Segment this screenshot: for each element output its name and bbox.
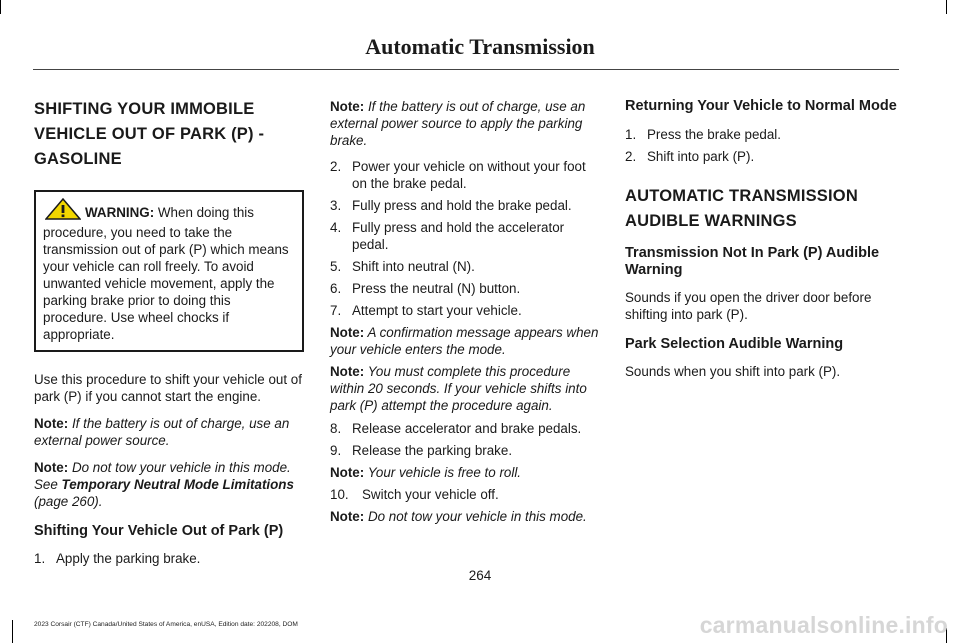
note-paragraph: Note: If the battery is out of charge, use an external power source. — [34, 416, 290, 448]
subheading: Shifting Your Vehicle Out of Park (P) — [34, 523, 284, 539]
note-paragraph: Note: If the battery is out of charge, use an external power source to apply the parking brake. — [330, 99, 586, 148]
list-item: 2. Shift into park (P). — [625, 149, 755, 164]
edition-footer: 2023 Corsair (CTF) Canada/United States of America, enUSA, Edition date: 202208, DOM — [34, 621, 298, 628]
intro-paragraph: Use this procedure to shift your vehicle out of park (P) if you cannot start the engine. — [34, 372, 302, 404]
steps-list — [330, 158, 602, 319]
list-item: 9. Release the parking brake. — [330, 443, 513, 458]
note-paragraph: Note: Do not tow your vehicle in this mode. — [330, 509, 587, 524]
page-number: 264 — [468, 568, 492, 583]
steps-list — [330, 420, 602, 459]
list-item: 7. Attempt to start your vehicle. — [330, 303, 522, 318]
warning-label: WARNING: — [85, 205, 155, 220]
crop-mark — [946, 0, 947, 14]
paragraph: Sounds if you open the driver door before shifting into park (P). — [625, 290, 872, 322]
steps-list — [330, 486, 602, 503]
subheading: Transmission Not In Park (P) Audible Warning — [625, 245, 880, 278]
warning-box — [34, 190, 304, 352]
list-item: 8. Release accelerator and brake pedals. — [330, 421, 582, 436]
column-left — [34, 98, 304, 567]
list-item: 1. Apply the parking brake. — [34, 551, 201, 566]
crop-mark — [12, 620, 13, 643]
column-right — [625, 98, 897, 380]
note-paragraph: Note: Your vehicle is free to roll. — [330, 465, 522, 480]
note-paragraph: Note: Do not tow your vehicle in this mode. See Temporary Neutral Mode Limitations (page 260). — [34, 460, 294, 509]
note-paragraph: Note: A confirmation message appears when your vehicle enters the mode. — [330, 325, 599, 357]
note-paragraph: Note: You must complete this procedure within 20 seconds. If your vehicle shifts into park (P) attempt the procedure again. — [330, 364, 587, 413]
page-header-title: Automatic Transmission — [365, 34, 595, 59]
subheading: Returning Your Vehicle to Normal Mode — [625, 98, 897, 114]
list-item: 6. Press the neutral (N) button. — [330, 281, 521, 296]
list-item: 5. Shift into neutral (N). — [330, 259, 475, 274]
header-divider — [33, 69, 899, 70]
steps-list — [34, 550, 304, 567]
section-heading: AUTOMATIC TRANSMISSION AUDIBLE WARNINGS — [625, 187, 858, 230]
list-item: 10. Switch your vehicle off. — [330, 487, 499, 502]
list-item: 3. Fully press and hold the brake pedal. — [330, 198, 572, 213]
list-item: 1. Press the brake pedal. — [625, 127, 781, 142]
warning-text: When doing this procedure, you need to take the transmission out of park (P) which means your vehicle can roll freely. To avoid unwanted vehicle movement, apply the parking brake prior to doing this procedure. Use wheel chocks if appropriate. — [43, 205, 289, 342]
list-item: 4. Fully press and hold the accelerator pedal. — [330, 220, 565, 252]
column-middle — [330, 98, 602, 525]
paragraph: Sounds when you shift into park (P). — [625, 364, 841, 379]
warning-triangle-icon — [45, 198, 81, 224]
cross-reference-link[interactable]: Temporary Neutral Mode Limitations — [61, 477, 294, 492]
section-heading: SHIFTING YOUR IMMOBILE VEHICLE OUT OF PARK (P) - GASOLINE — [34, 100, 265, 168]
watermark: carmanualsonline.info — [699, 612, 948, 638]
list-item: 2. Power your vehicle on without your foot on the brake pedal. — [330, 159, 586, 191]
crop-mark — [0, 0, 1, 14]
steps-list — [625, 126, 897, 165]
subheading: Park Selection Audible Warning — [625, 336, 844, 352]
